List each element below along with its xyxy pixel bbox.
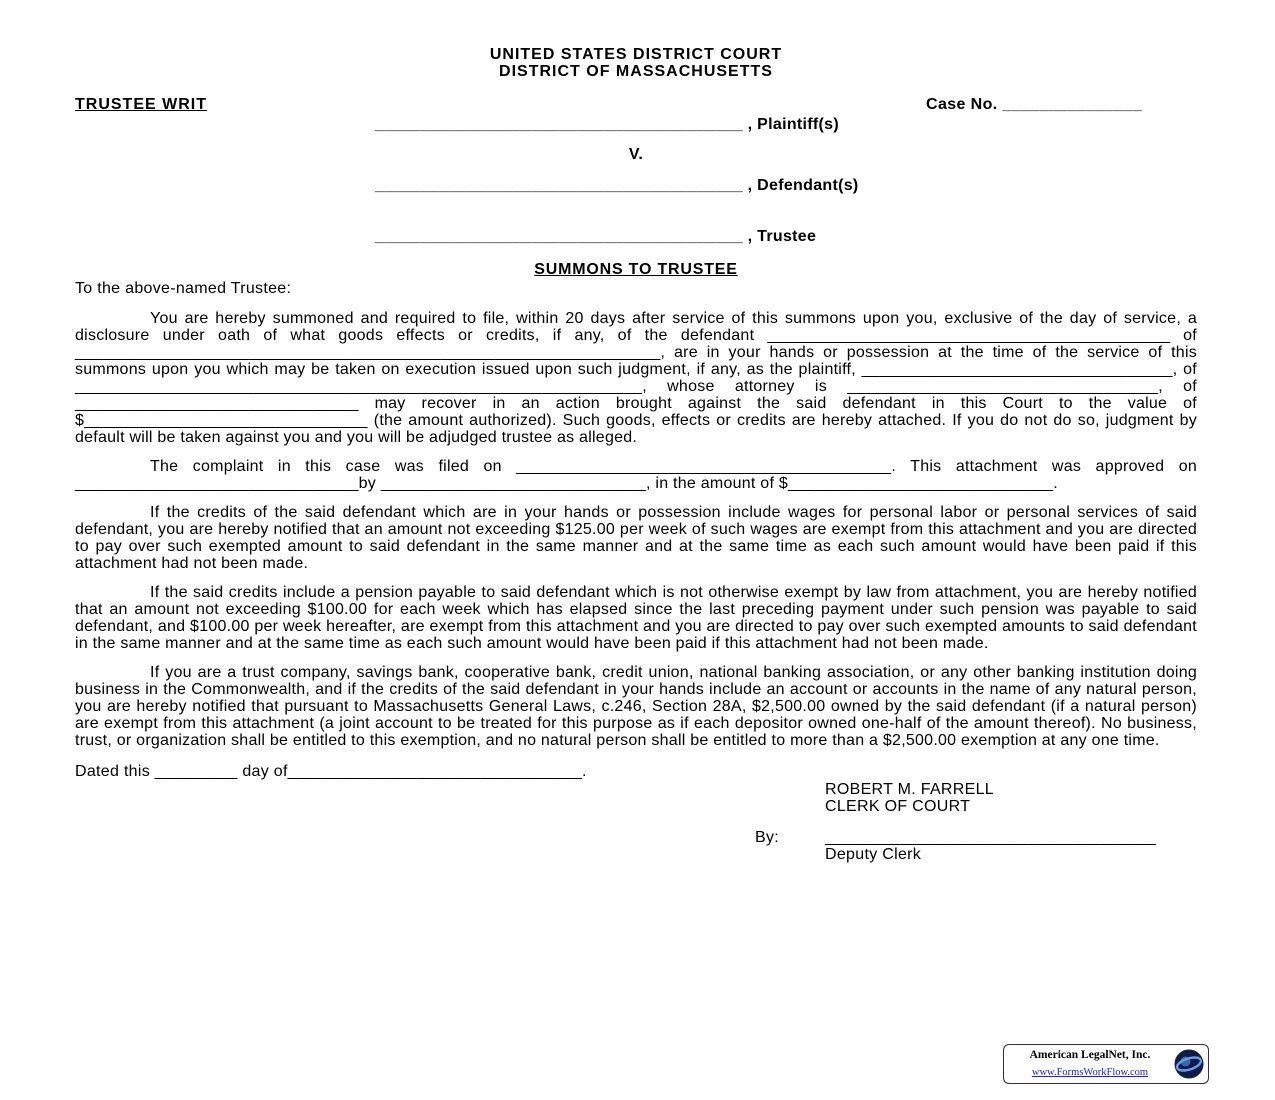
summons-title: SUMMONS TO TRUSTEE [534, 261, 738, 278]
clerk-title: CLERK OF COURT [825, 798, 971, 815]
case-no-blank: _______________ [1002, 96, 1142, 113]
summons-paragraph-5: If you are a trust company, savings bank, cooperative bank, credit union, national banking association, or any other banking institution doing business in the Commonwealth, and if the credits of the said defendant in your hands include an account or accounts in the name of any natural person, you are hereby notified that pursuant to Massachusetts General Laws, c.246, Section 28A, $2,500.00 owned by the said defendant (if a natural person) are exempt from this attachment (a joint account to be treated for this purpose as if each depositor owned one-half of the amount thereof). No business, trust, or organization shall be entitled to this exemption, and no natural person shall be entitled to more than a $2,500.00 exemption at any one time. [75, 664, 1197, 749]
signature-block [755, 781, 1197, 863]
clerk-name: ROBERT M. FARRELL [825, 781, 994, 798]
globe-icon [1174, 1049, 1204, 1079]
by-label: By: [755, 829, 780, 846]
court-header [75, 46, 1197, 80]
deputy-clerk-title: Deputy Clerk [825, 846, 922, 863]
court-district: DISTRICT OF MASSACHUSETTS [499, 63, 773, 80]
deputy-clerk-signature-line: ____________________________________ [825, 829, 1157, 846]
versus-label: V. [628, 146, 644, 163]
american-legalnet-badge [1003, 1044, 1209, 1084]
plaintiff-caption-line: ________________________________________ , Plaintiff(s) [375, 116, 839, 133]
form-title: TRUSTEE WRIT [75, 96, 207, 113]
dated-line: Dated this _________ day of________________________________. [75, 763, 587, 780]
summons-paragraph-4: If the said credits include a pension payable to said defendant which is not otherwise exempt by law from attachment, you are hereby notified that an amount not exceeding $100.00 for each week which has elapsed since the last preceding payment under such pension was payable to said defendant, and $100.00 per week hereafter, are exempt from this attachment and you are directed to pay over such exempted amounts to said defendant in the same manner and at the same time as each such amount would have been paid if this attachment had not been made. [75, 584, 1197, 652]
defendant-caption-line: ________________________________________ , Defendant(s) [375, 177, 859, 194]
title-row [75, 96, 1197, 114]
salutation: To the above-named Trustee: [75, 280, 292, 297]
badge-text [1008, 1049, 1172, 1080]
case-number-line [926, 96, 1197, 114]
trustee-caption-line: ________________________________________ , Trustee [375, 228, 817, 245]
formsworkflow-link[interactable]: www.FormsWorkFlow.com [1031, 1066, 1149, 1078]
court-name: UNITED STATES DISTRICT COURT [489, 46, 783, 63]
summons-paragraph-1: You are hereby summoned and required to file, within 20 days after service of this summons upon you, exclusive of the day of service, a disclosure under oath of what goods effects or credits, if any, of the defendant ____________________________________________ of ________________________________________________________________, are in your hands or possession at the time of the service of this summons upon you which may be taken on execution issued upon such judgment, if any, as the plaintiff, __________________________________, of ______________________________________________________________, whose attorney is __________________________________, of _______________________________ may recover in an action brought against the said defendant in this Court to the value of $_______________________________ (the amount authorized). Such goods, effects or credits are hereby attached. If you do not do so, judgment by default will be taken against you and you will be adjudged trustee as alleged. [75, 310, 1197, 446]
summons-paragraph-3: If the credits of the said defendant which are in your hands or possession include wages for personal labor or personal services of said defendant, you are hereby notified that an amount not exceeding $125.00 per week of such wages are exempt from this attachment and you are directed to pay over such exempted amount to said defendant in the same manner and at the same time as each such amount would have been paid if this attachment had not been made. [75, 504, 1197, 572]
by-row [755, 829, 1197, 846]
case-no-label: Case No. [925, 96, 998, 113]
legalnet-company-name: American LegalNet, Inc. [1029, 1048, 1151, 1061]
summons-paragraph-2: The complaint in this case was filed on _________________________________________. This attachment was approved on _______________________________by _____________________________, in the amount of $_____________________________. [75, 458, 1197, 492]
